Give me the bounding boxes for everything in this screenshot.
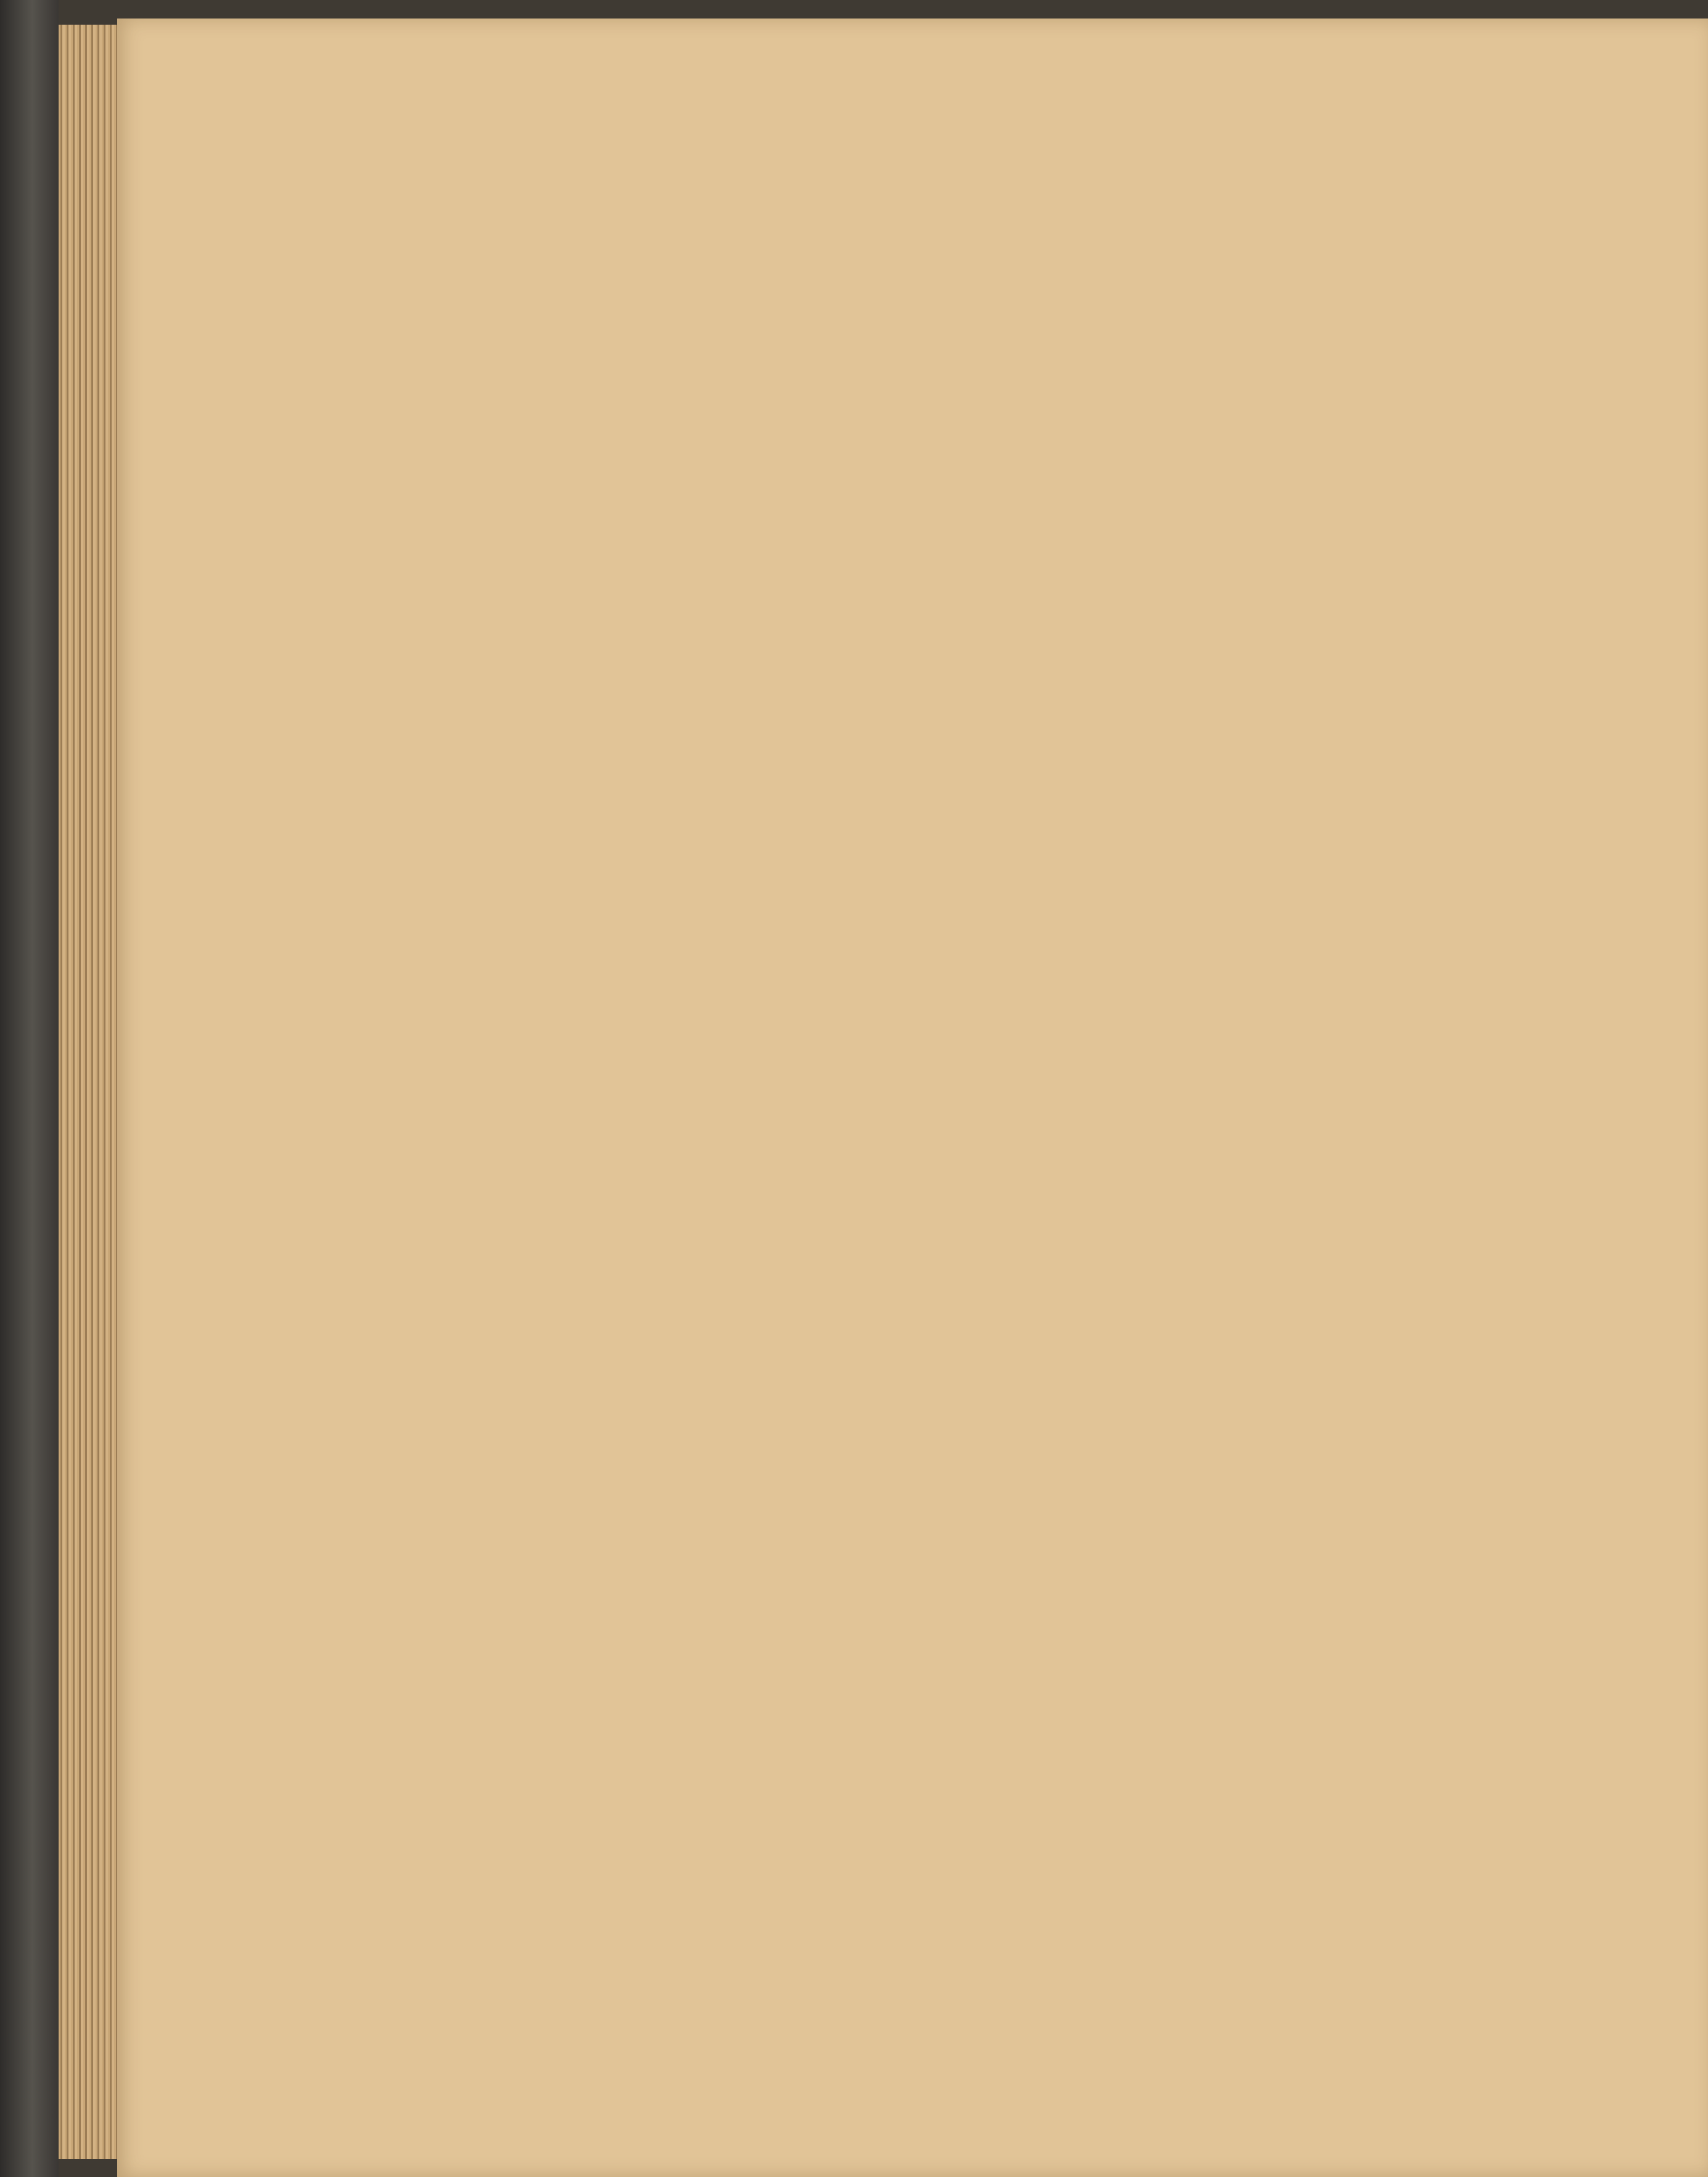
page-edges [59, 25, 117, 2159]
weather-table [333, 635, 1598, 1980]
book-spine [0, 0, 59, 2177]
